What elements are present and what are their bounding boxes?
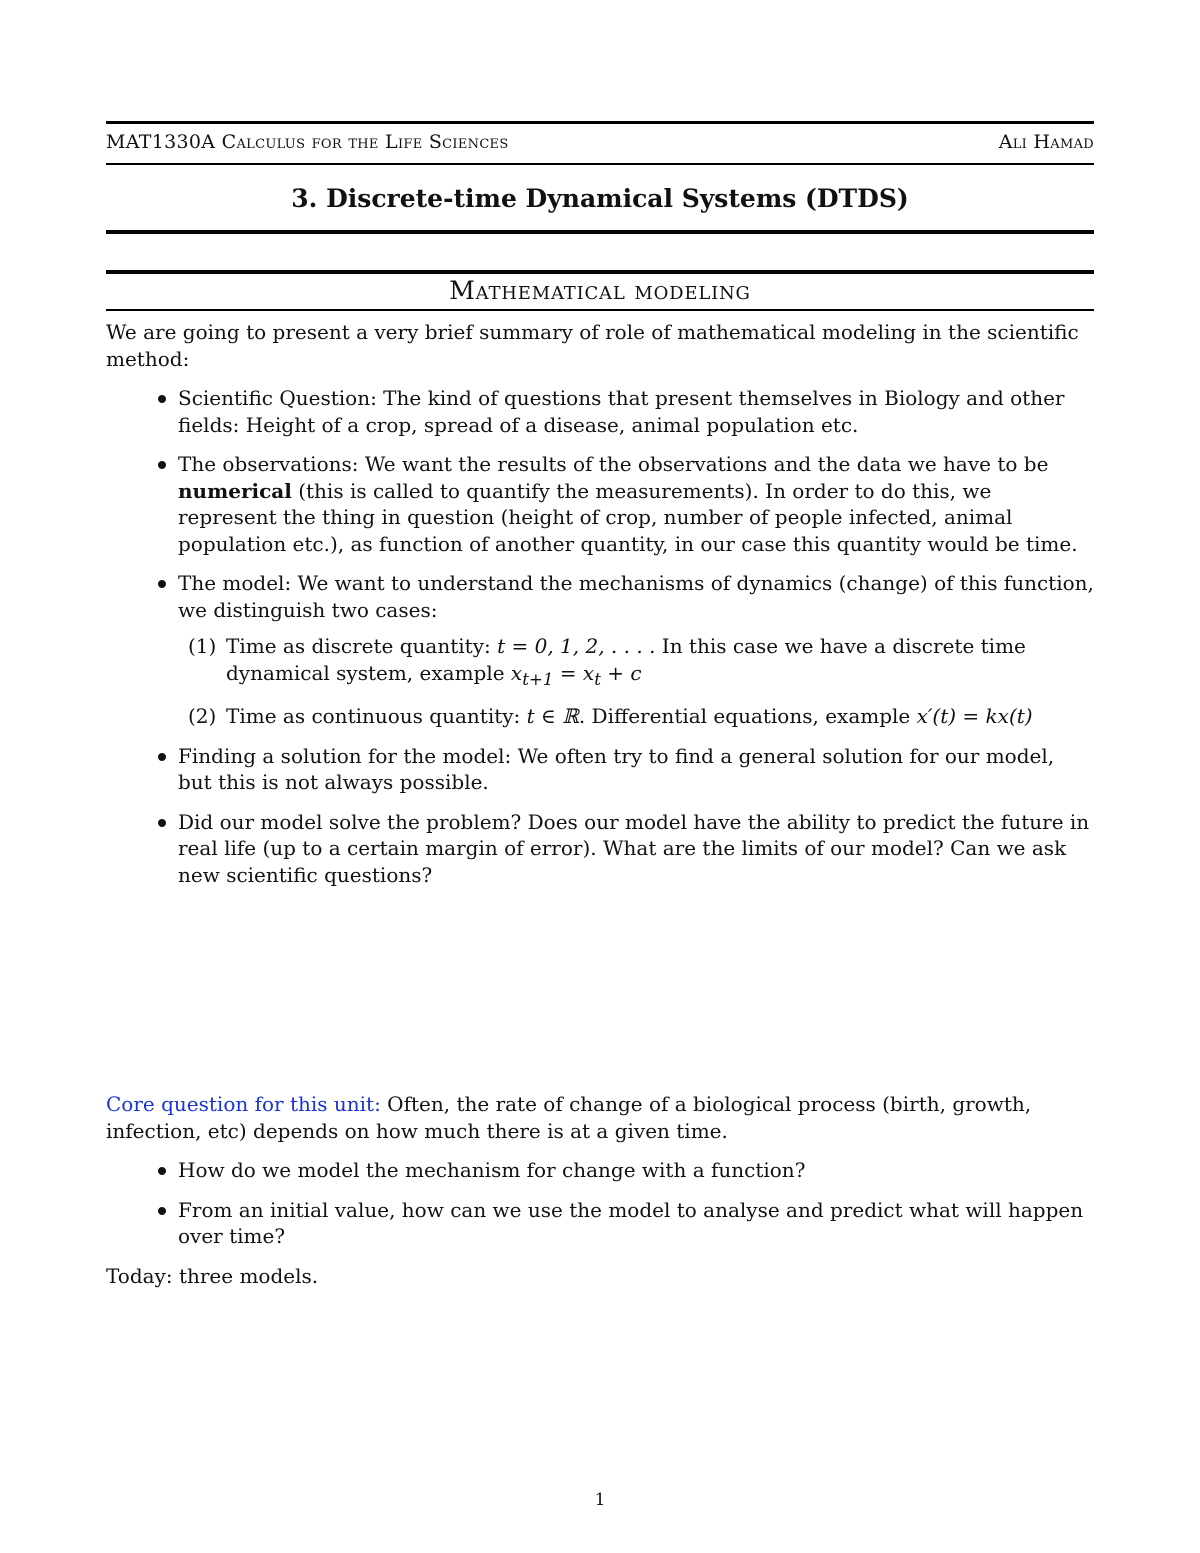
header-bottom-rule xyxy=(106,163,1094,165)
math-expression: x′(t) = kx(t) xyxy=(916,704,1033,728)
list-item xyxy=(106,385,1094,438)
section-body xyxy=(106,319,1094,888)
item-text: Time as discrete quantity: xyxy=(226,634,498,658)
core-question-paragraph xyxy=(106,1091,1094,1144)
item-text: . Differential equations, example xyxy=(578,704,917,728)
item-text: The model: We want to understand the mechanisms of dynamics (change) of this function, we distinguish two cases: xyxy=(178,571,1094,622)
list-item xyxy=(106,743,1094,796)
title-rule xyxy=(106,230,1094,234)
item-text: The observations: We want the results of the observations and the data we have to be xyxy=(178,452,1049,476)
sub-item-number: (2) xyxy=(188,704,217,728)
section-top-rule xyxy=(106,270,1094,274)
math-expression: t = 0, 1, 2, . . . . xyxy=(497,634,656,658)
item-text: In this case we have a discrete time dynamical system, example xyxy=(226,634,1026,685)
item-text: From an initial value, how can we use the model to analyse and predict what will happen over time? xyxy=(178,1197,1084,1248)
core-question-list xyxy=(106,1157,1094,1250)
sub-item-number: (1) xyxy=(188,634,217,658)
math-expression: = x xyxy=(553,660,595,685)
section-heading: Mathematical modeling xyxy=(449,276,751,305)
math-expression: x xyxy=(510,660,523,685)
sub-item xyxy=(178,703,1094,730)
running-header xyxy=(106,131,1094,153)
method-list xyxy=(106,385,1094,888)
core-question-label: Core question for this unit: xyxy=(106,1092,381,1116)
core-question-text: Often, the rate of change of a biological process (birth, growth, infection, etc) depends on how much there is at a given time. xyxy=(106,1092,1032,1143)
intro-paragraph: We are going to present a very brief summary of role of mathematical modeling in the scientific method: xyxy=(106,320,1079,371)
core-question-block xyxy=(106,1091,1094,1289)
list-item xyxy=(106,809,1094,889)
item-text: Finding a solution for the model: We often try to find a general solution for our model, but this is not always possible. xyxy=(178,743,1055,794)
math-expression: + c xyxy=(600,660,642,685)
section-bottom-rule xyxy=(106,309,1094,311)
list-item xyxy=(106,451,1094,557)
page-number: 1 xyxy=(594,1490,606,1510)
course-title: MAT1330A Calculus for the Life Sciences xyxy=(106,131,509,153)
list-item xyxy=(106,1157,1094,1184)
math-expression: t ∈ ℝ xyxy=(526,704,579,728)
list-item xyxy=(106,570,1094,730)
sub-list xyxy=(178,633,1094,730)
header-top-rule xyxy=(106,121,1094,124)
author-name: Ali Hamad xyxy=(998,131,1094,153)
item-text: How do we model the mechanism for change with a function? xyxy=(178,1158,806,1182)
math-subscript: t+1 xyxy=(522,669,554,689)
list-item xyxy=(106,1197,1094,1250)
item-text: Time as continuous quantity: xyxy=(226,704,527,728)
item-text: Scientific Question: The kind of questions that present themselves in Biology and other fields: Height of a crop, spread of a disease, animal population etc. xyxy=(178,386,1065,437)
chapter-title: 3. Discrete-time Dynamical Systems (DTDS) xyxy=(291,184,909,213)
math-subscript: t xyxy=(594,669,601,689)
today-line: Today: three models. xyxy=(106,1263,319,1288)
sub-item xyxy=(178,633,1094,693)
item-text: Did our model solve the problem? Does our model have the ability to predict the future in real life (up to a certain margin of error). What are the limits of our model? Can we ask new scientific questions? xyxy=(178,809,1090,887)
bold-term: numerical xyxy=(178,478,292,503)
item-text: (this is called to quantify the measurements). In order to do this, we represent the thing in question (height of crop, number of people infected, animal population etc.), as function of another quantity, in our case this quantity would be time. xyxy=(178,478,1078,556)
